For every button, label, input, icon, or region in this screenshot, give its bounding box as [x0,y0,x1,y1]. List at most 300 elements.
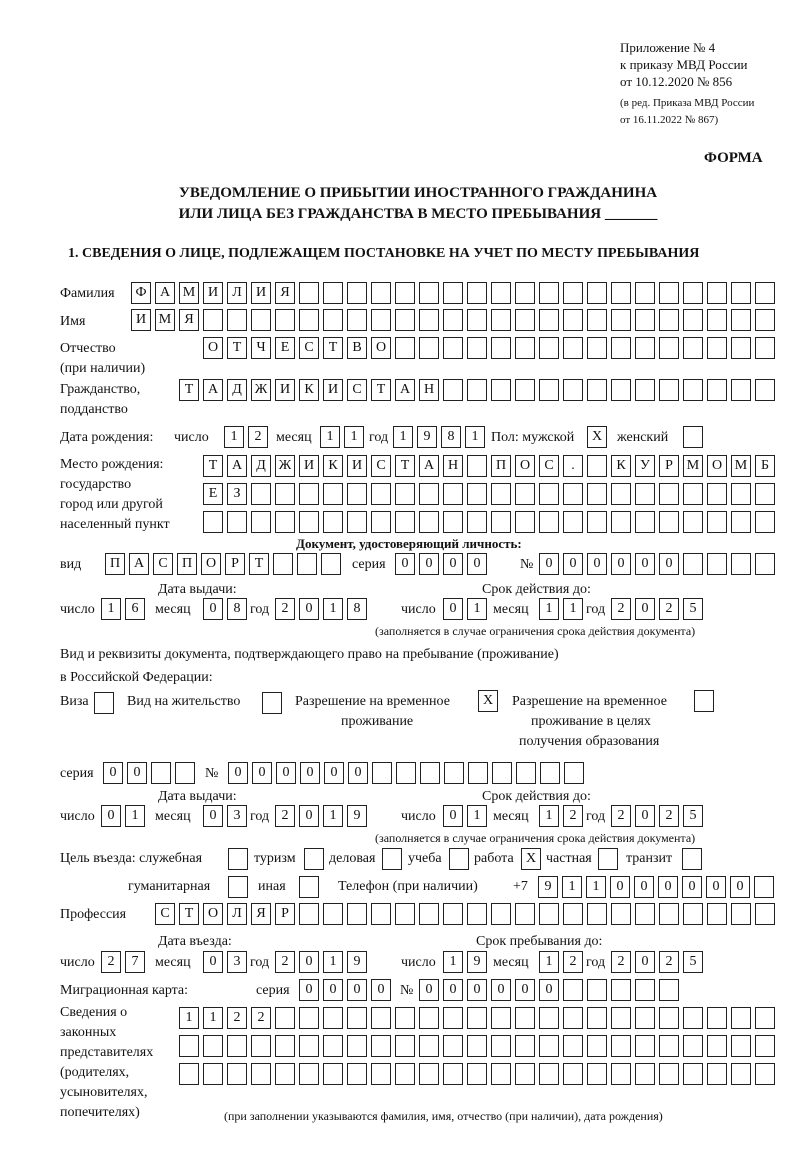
char-box[interactable]: 0 [203,951,223,973]
char-box[interactable] [539,337,559,359]
entry-day-field[interactable] [101,951,145,973]
char-box[interactable]: М [731,455,751,477]
char-box[interactable] [731,511,751,533]
char-box[interactable] [275,511,295,533]
char-box[interactable]: П [177,553,197,575]
char-box[interactable]: 0 [730,876,750,898]
birth-year-field[interactable] [393,426,485,448]
char-box[interactable] [755,1007,775,1029]
char-box[interactable]: 2 [101,951,121,973]
char-box[interactable] [683,1007,703,1029]
char-box[interactable] [659,511,679,533]
char-box[interactable]: 1 [539,598,559,620]
char-box[interactable] [443,1035,463,1057]
doc-issue-year-field[interactable] [275,598,367,620]
char-box[interactable]: 5 [683,805,703,827]
char-box[interactable] [611,379,631,401]
char-box[interactable]: 2 [563,805,583,827]
char-box[interactable]: 0 [658,876,678,898]
char-box[interactable] [299,483,319,505]
char-box[interactable] [304,848,324,870]
char-box[interactable]: И [275,379,295,401]
char-box[interactable] [228,876,248,898]
char-box[interactable] [755,282,775,304]
char-box[interactable] [587,337,607,359]
char-box[interactable]: М [179,282,199,304]
char-box[interactable]: 5 [683,951,703,973]
char-box[interactable]: 0 [635,553,655,575]
char-box[interactable] [203,1063,223,1085]
char-box[interactable] [564,762,584,784]
char-box[interactable] [203,511,223,533]
char-box[interactable] [539,483,559,505]
char-box[interactable] [275,1035,295,1057]
char-box[interactable]: Р [275,903,295,925]
char-box[interactable] [707,483,727,505]
char-box[interactable]: Е [275,337,295,359]
purpose-private-checkbox[interactable] [598,848,618,870]
char-box[interactable]: Д [227,379,247,401]
char-box[interactable] [251,1035,271,1057]
char-box[interactable] [731,1007,751,1029]
char-box[interactable] [467,903,487,925]
char-box[interactable]: 0 [635,598,655,620]
char-box[interactable]: Р [225,553,245,575]
char-box[interactable] [419,1035,439,1057]
char-box[interactable] [262,692,282,714]
char-box[interactable]: . [563,455,583,477]
char-box[interactable] [515,1063,535,1085]
mc-number-field[interactable] [419,979,679,1001]
char-box[interactable] [227,511,247,533]
char-box[interactable] [227,309,247,331]
char-box[interactable] [323,511,343,533]
char-box[interactable] [347,1063,367,1085]
char-box[interactable] [228,848,248,870]
char-box[interactable] [587,1007,607,1029]
doc-issue-month-field[interactable] [203,598,247,620]
right-valid-year-field[interactable] [611,805,703,827]
char-box[interactable]: Т [179,379,199,401]
char-box[interactable]: 1 [125,805,145,827]
char-box[interactable]: И [131,309,151,331]
char-box[interactable] [731,1035,751,1057]
char-box[interactable] [323,309,343,331]
reps-row-3[interactable] [179,1063,775,1085]
char-box[interactable] [659,1035,679,1057]
char-box[interactable] [395,1007,415,1029]
char-box[interactable] [707,337,727,359]
char-box[interactable] [755,511,775,533]
char-box[interactable] [515,903,535,925]
char-box[interactable] [299,282,319,304]
char-box[interactable]: 0 [395,553,415,575]
char-box[interactable] [611,337,631,359]
char-box[interactable]: 0 [659,553,679,575]
char-box[interactable] [635,1035,655,1057]
char-box[interactable] [539,903,559,925]
char-box[interactable]: А [419,455,439,477]
char-box[interactable] [395,309,415,331]
char-box[interactable]: 0 [611,553,631,575]
char-box[interactable] [179,1063,199,1085]
char-box[interactable]: 0 [299,805,319,827]
char-box[interactable]: 0 [443,553,463,575]
char-box[interactable]: Т [371,379,391,401]
char-box[interactable]: 1 [323,598,343,620]
char-box[interactable] [347,309,367,331]
char-box[interactable] [273,553,293,575]
char-box[interactable] [635,979,655,1001]
char-box[interactable] [611,483,631,505]
char-box[interactable] [467,1035,487,1057]
char-box[interactable]: 0 [634,876,654,898]
right-issue-day-field[interactable] [101,805,145,827]
char-box[interactable]: 1 [179,1007,199,1029]
char-box[interactable]: З [227,483,247,505]
char-box[interactable]: У [635,455,655,477]
char-box[interactable] [635,483,655,505]
sex-male-checkbox[interactable] [587,426,607,448]
char-box[interactable]: С [153,553,173,575]
char-box[interactable]: К [299,379,319,401]
char-box[interactable] [443,337,463,359]
char-box[interactable] [659,379,679,401]
patronymic-field[interactable] [203,337,775,359]
char-box[interactable] [443,1063,463,1085]
char-box[interactable] [539,1007,559,1029]
char-box[interactable] [516,762,536,784]
char-box[interactable] [419,1063,439,1085]
char-box[interactable] [659,309,679,331]
char-box[interactable] [323,1007,343,1029]
char-box[interactable]: О [371,337,391,359]
char-box[interactable] [611,1007,631,1029]
char-box[interactable]: О [203,903,223,925]
char-box[interactable] [563,309,583,331]
name-field[interactable] [131,309,775,331]
char-box[interactable] [731,379,751,401]
char-box[interactable]: 0 [299,979,319,1001]
citizenship-field[interactable] [179,379,775,401]
char-box[interactable]: 0 [299,598,319,620]
char-box[interactable]: И [347,455,367,477]
char-box[interactable] [683,511,703,533]
char-box[interactable] [563,903,583,925]
char-box[interactable]: П [105,553,125,575]
purpose-business-checkbox[interactable] [382,848,402,870]
char-box[interactable]: 0 [323,979,343,1001]
char-box[interactable]: 0 [203,805,223,827]
entry-month-field[interactable] [203,951,247,973]
char-box[interactable] [515,282,535,304]
char-box[interactable] [323,903,343,925]
char-box[interactable] [94,692,114,714]
doc-kind-field[interactable] [105,553,341,575]
char-box[interactable] [707,282,727,304]
char-box[interactable]: 0 [419,553,439,575]
char-box[interactable]: 0 [635,951,655,973]
char-box[interactable] [563,282,583,304]
char-box[interactable]: Н [443,455,463,477]
char-box[interactable] [275,483,295,505]
char-box[interactable] [299,1063,319,1085]
char-box[interactable]: 1 [563,598,583,620]
char-box[interactable]: О [201,553,221,575]
char-box[interactable]: 7 [125,951,145,973]
char-box[interactable]: 0 [443,805,463,827]
right-issue-year-field[interactable] [275,805,367,827]
char-box[interactable] [539,282,559,304]
entry-year-field[interactable] [275,951,367,973]
doc-number-field[interactable] [539,553,775,575]
char-box[interactable] [275,1063,295,1085]
char-box[interactable] [539,379,559,401]
char-box[interactable] [611,903,631,925]
char-box[interactable]: 0 [371,979,391,1001]
char-box[interactable] [371,1007,391,1029]
char-box[interactable] [395,1063,415,1085]
char-box[interactable]: С [347,379,367,401]
char-box[interactable]: X [587,426,607,448]
sex-female-checkbox[interactable] [683,426,703,448]
char-box[interactable] [203,1035,223,1057]
char-box[interactable] [395,1035,415,1057]
char-box[interactable] [419,337,439,359]
char-box[interactable]: 9 [467,951,487,973]
birth-place-row-1[interactable] [203,455,775,477]
char-box[interactable] [491,903,511,925]
char-box[interactable] [443,511,463,533]
char-box[interactable] [587,309,607,331]
char-box[interactable]: Т [203,455,223,477]
purpose-tourism-checkbox[interactable] [304,848,324,870]
doc-valid-year-field[interactable] [611,598,703,620]
char-box[interactable] [683,1035,703,1057]
char-box[interactable] [755,553,775,575]
char-box[interactable]: 0 [467,979,487,1001]
char-box[interactable] [635,1007,655,1029]
char-box[interactable]: 0 [539,979,559,1001]
char-box[interactable]: 0 [587,553,607,575]
char-box[interactable]: 0 [419,979,439,1001]
char-box[interactable] [467,455,487,477]
char-box[interactable] [491,1007,511,1029]
char-box[interactable]: С [299,337,319,359]
char-box[interactable] [563,483,583,505]
char-box[interactable] [371,282,391,304]
char-box[interactable]: 0 [127,762,147,784]
temp-residence-checkbox[interactable] [478,690,498,712]
char-box[interactable] [151,762,171,784]
char-box[interactable] [251,1063,271,1085]
char-box[interactable]: Ж [251,379,271,401]
char-box[interactable] [707,1063,727,1085]
char-box[interactable]: 0 [635,805,655,827]
char-box[interactable]: В [347,337,367,359]
char-box[interactable] [347,483,367,505]
char-box[interactable] [371,511,391,533]
char-box[interactable] [395,903,415,925]
char-box[interactable]: 1 [465,426,485,448]
doc-issue-day-field[interactable] [101,598,145,620]
char-box[interactable]: 2 [659,598,679,620]
char-box[interactable] [371,483,391,505]
char-box[interactable] [683,483,703,505]
char-box[interactable] [443,903,463,925]
char-box[interactable] [755,483,775,505]
char-box[interactable]: 1 [467,598,487,620]
char-box[interactable] [443,379,463,401]
char-box[interactable] [563,1063,583,1085]
char-box[interactable]: Д [251,455,271,477]
right-series-field[interactable] [103,762,195,784]
char-box[interactable] [395,337,415,359]
right-valid-month-field[interactable] [539,805,583,827]
char-box[interactable]: 1 [562,876,582,898]
right-number-field[interactable] [228,762,584,784]
char-box[interactable]: 2 [659,951,679,973]
char-box[interactable] [299,1007,319,1029]
char-box[interactable]: 1 [203,1007,223,1029]
char-box[interactable] [321,553,341,575]
profession-field[interactable] [155,903,775,925]
char-box[interactable]: Т [249,553,269,575]
char-box[interactable]: 1 [344,426,364,448]
char-box[interactable]: 9 [417,426,437,448]
char-box[interactable]: Т [227,337,247,359]
purpose-other-checkbox[interactable] [299,876,319,898]
char-box[interactable]: Т [323,337,343,359]
char-box[interactable] [659,979,679,1001]
char-box[interactable] [395,511,415,533]
char-box[interactable] [323,483,343,505]
char-box[interactable] [731,1063,751,1085]
char-box[interactable] [598,848,618,870]
char-box[interactable] [587,282,607,304]
char-box[interactable] [467,1063,487,1085]
char-box[interactable] [467,309,487,331]
char-box[interactable] [659,903,679,925]
char-box[interactable]: 2 [611,951,631,973]
char-box[interactable] [371,1035,391,1057]
char-box[interactable] [251,511,271,533]
char-box[interactable] [563,511,583,533]
char-box[interactable] [443,309,463,331]
char-box[interactable] [203,309,223,331]
char-box[interactable] [587,455,607,477]
char-box[interactable] [635,309,655,331]
char-box[interactable] [539,1035,559,1057]
char-box[interactable] [659,1063,679,1085]
char-box[interactable] [491,282,511,304]
char-box[interactable] [323,1063,343,1085]
char-box[interactable] [563,379,583,401]
char-box[interactable] [539,511,559,533]
char-box[interactable]: 0 [682,876,702,898]
char-box[interactable]: Т [395,455,415,477]
char-box[interactable]: П [491,455,511,477]
char-box[interactable] [731,337,751,359]
char-box[interactable] [587,979,607,1001]
char-box[interactable] [419,483,439,505]
char-box[interactable] [491,1035,511,1057]
stay-year-field[interactable] [611,951,703,973]
residence-permit-checkbox[interactable] [262,692,282,714]
purpose-service-checkbox[interactable] [228,848,248,870]
char-box[interactable] [731,309,751,331]
char-box[interactable] [443,483,463,505]
char-box[interactable]: Л [227,903,247,925]
char-box[interactable] [491,483,511,505]
char-box[interactable] [635,903,655,925]
char-box[interactable] [755,309,775,331]
char-box[interactable] [443,282,463,304]
char-box[interactable] [395,282,415,304]
right-issue-month-field[interactable] [203,805,247,827]
char-box[interactable] [755,337,775,359]
char-box[interactable] [707,511,727,533]
char-box[interactable] [540,762,560,784]
edu-residence-checkbox[interactable] [694,690,714,712]
char-box[interactable] [251,309,271,331]
char-box[interactable]: С [371,455,391,477]
char-box[interactable]: А [155,282,175,304]
char-box[interactable] [395,483,415,505]
char-box[interactable]: Л [227,282,247,304]
char-box[interactable] [587,903,607,925]
char-box[interactable] [611,309,631,331]
char-box[interactable]: 2 [248,426,268,448]
char-box[interactable] [347,282,367,304]
visa-checkbox[interactable] [94,692,114,714]
char-box[interactable] [683,1063,703,1085]
char-box[interactable] [371,903,391,925]
char-box[interactable] [323,1035,343,1057]
char-box[interactable]: К [323,455,343,477]
char-box[interactable] [755,1063,775,1085]
char-box[interactable]: 0 [443,598,463,620]
char-box[interactable]: 0 [515,979,535,1001]
char-box[interactable] [563,337,583,359]
char-box[interactable]: 0 [103,762,123,784]
char-box[interactable] [635,337,655,359]
char-box[interactable] [175,762,195,784]
char-box[interactable] [659,1007,679,1029]
char-box[interactable]: 0 [347,979,367,1001]
char-box[interactable]: 0 [101,805,121,827]
char-box[interactable]: А [227,455,247,477]
char-box[interactable] [611,1063,631,1085]
char-box[interactable] [611,979,631,1001]
char-box[interactable]: 3 [227,951,247,973]
stay-day-field[interactable] [443,951,487,973]
char-box[interactable]: Б [755,455,775,477]
char-box[interactable] [491,511,511,533]
char-box[interactable] [683,426,703,448]
char-box[interactable] [299,876,319,898]
char-box[interactable]: А [395,379,415,401]
char-box[interactable]: 2 [611,598,631,620]
char-box[interactable] [227,1063,247,1085]
char-box[interactable]: 0 [203,598,223,620]
char-box[interactable]: К [611,455,631,477]
char-box[interactable] [731,903,751,925]
char-box[interactable]: О [203,337,223,359]
char-box[interactable] [635,282,655,304]
char-box[interactable] [755,379,775,401]
char-box[interactable] [515,379,535,401]
